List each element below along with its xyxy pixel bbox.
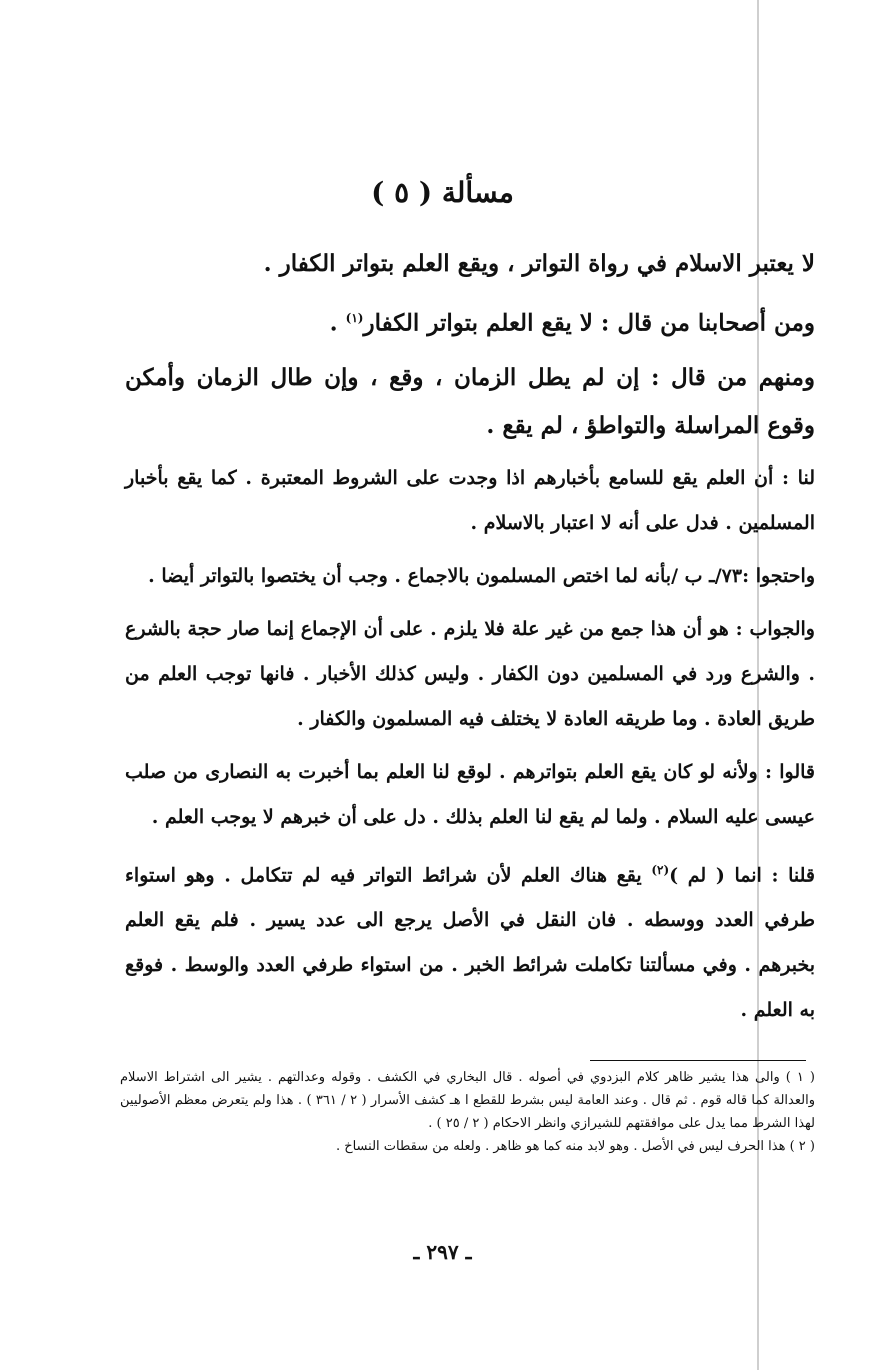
paragraph-5-label: واحتجوا (755, 564, 815, 587)
footnote-separator (590, 1060, 806, 1061)
paragraph-5-text: :٧٣/ـ ب /بأنه لما اختص المسلمون بالاجماع . وجب أن يختصوا بالتواتر أيضا . (148, 564, 756, 587)
paragraph-4-label: لنا : (781, 466, 815, 489)
footnote-2: ( ٢ ) هذا الحرف ليس في الأصل . وهو لابد منه كما هو ظاهر . ولعله من سقطات النساخ . (335, 1139, 815, 1154)
footnotes (120, 1066, 815, 1158)
paragraph-7-text: ولأنه لو كان يقع العلم بتواترهم . لوقع لنا العلم بما أخبرت به النصارى من صلب عيسى عليه السلام . ولما لم يقع لنا العلم بذلك . دل على أن خبرهم لا يوجب العلم . (125, 760, 815, 828)
paragraph-8-after: يقع هناك العلم لأن شرائط التواتر فيه لم تتكامل . وهو استواء طرفي العدد ووسطه . فان النقل في الأصل يرجع الى عدد يسير . فلم يقع العلم بخبرهم . وفي مسألتنا تكاملت شرائط الخبر . من استواء طرفي العدد والوسط . فوقع به العلم . (125, 863, 815, 1021)
paragraph-5 (125, 554, 815, 599)
paragraph-3 (125, 354, 815, 450)
paragraph-8 (125, 848, 815, 1033)
paragraph-1-text: لا يعتبر الاسلام في رواة التواتر ، ويقع العلم بتواتر الكفار . (263, 250, 815, 277)
paragraph-6-text: هو أن هذا جمع من غير علة فلا يلزم . على أن الإجماع إنما صار حجة بالشرع . والشرع ورد في المسلمين دون الكفار . وليس كذلك الأخبار . فانها توجب العلم من طريق العادة . وما طريقه العادة لا يختلف فيه المسلمون والكفار . (125, 617, 815, 730)
paragraph-2-after: . (329, 309, 346, 337)
paragraph-7-label: قالوا : (764, 760, 816, 783)
main-text (125, 240, 815, 1041)
page-number: ـ ٢٩٧ ـ (413, 1240, 472, 1264)
paragraph-3-text: ومنهم من قال : إن لم يطل الزمان ، وقع ، وإن طال الزمان وأمكن وقوع المراسلة والتواطؤ ، لم يقع . (125, 363, 815, 439)
paragraph-8-label: قلنا : (771, 863, 815, 886)
paragraph-6 (125, 607, 815, 742)
paragraph-7 (125, 750, 815, 840)
paragraph-6-label: والجواب : (735, 617, 815, 640)
paragraph-4 (125, 456, 815, 546)
footnote-ref-1: (١) (345, 311, 364, 325)
footnote-1: ( ١ ) والى هذا يشير ظاهر كلام البزدوي في أصوله . قال البخاري في الكشف . وقوله وعدالتهم . يشير الى اشتراط الاسلام والعدالة كما قاله قوم . ثم قال . وعند العامة ليس بشرط للقطع ا هـ كشف الأسرار ( ٢ / ٣٦١ ) . هذا ولم يتعرض معظم الأصوليين لهذا الشرط مما يدل على موافقتهم للشيرازي وانظر الاحكام ( ٢ / ٢٥ ) . (120, 1070, 815, 1131)
paragraph-1 (125, 240, 815, 288)
footnote-ref-2: (٢) (651, 862, 670, 877)
paragraph-8-text: انما ( لم ) (669, 863, 772, 886)
paragraph-4-text: أن العلم يقع للسامع بأخبارهم اذا وجدت على الشروط المعتبرة . كما يقع بأخبار المسلمين . فدل على أنه لا اعتبار بالاسلام . (125, 466, 815, 534)
paragraph-2 (125, 294, 815, 348)
paragraph-2-text: ومن أصحابنا من قال : لا يقع العلم بتواتر الكفار (363, 309, 815, 337)
section-heading: مسألة ( ٥ ) (371, 176, 514, 209)
